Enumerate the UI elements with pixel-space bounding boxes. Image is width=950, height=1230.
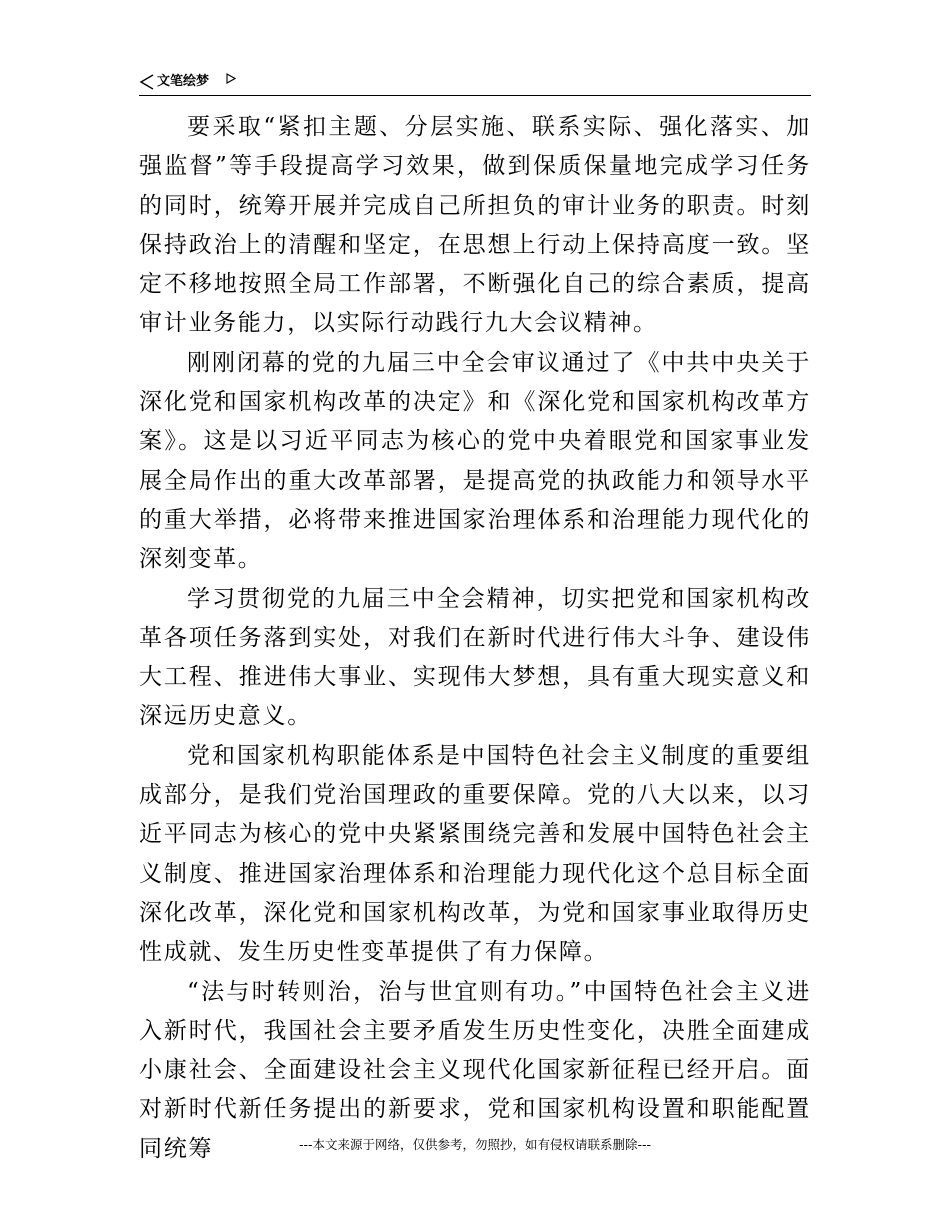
paragraph: 党和国家机构职能体系是中国特色社会主义制度的重要组成部分，是我们党治国理政的重要保障。党的八大以来，以习近平同志为核心的党中央紧紧围绕完善和发展中国特色社会主义制度、推进国家治理体系和治理能力现代化这个总目标全面深化改革，深化党和国家机构改革，为党和国家事业取得历史性成就、发生历史性变革提供了有力保障。 (139, 742, 811, 966)
document-body (139, 108, 811, 1169)
triangle-right-icon (226, 73, 236, 84)
paragraph: 要采取“紧扣主题、分层实施、联系实际、强化落实、加强监督”等手段提高学习效果，做到保质保量地完成学习任务的同时，统筹开展并完成自己所担负的审计业务的职责。时刻保持政治上的清醒和坚定，在思想上行动上保持高度一致。坚定不移地按照全局工作部署，不断强化自己的综合素质，提高审计业务能力，以实际行动践行九大会议精神。 (139, 114, 811, 337)
header-title: 文笔绘梦 (157, 74, 210, 89)
page-header (139, 70, 811, 96)
paragraph: “法与时转则治，治与世宜则有功。”中国特色社会主义进入新时代，我国社会主要矛盾发生历史性变化，决胜全面建成小康社会、全面建设社会主义现代化国家新征程已经开启。面对新时代新任务提出的新要求，党和国家机构设置和职能配置同统筹 (139, 978, 811, 1162)
footer-disclaimer: ---本文来源于网络，仅供参考，勿照抄，如有侵权请联系删除--- (298, 1137, 652, 1152)
paragraph: 刚刚闭幕的党的九届三中全会审议通过了《中共中央关于深化党和国家机构改革的决定》和《深化党和国家机构改革方案》。这是以习近平同志为核心的党中央着眼党和国家事业发展全局作出的重大改革部署，是提高党的执政能力和领导水平的重大举措，必将带来推进国家治理体系和治理能力现代化的深刻变革。 (139, 349, 811, 573)
triangle-left-icon (139, 74, 155, 90)
paragraph: 学习贯彻党的九届三中全会精神，切实把党和国家机构改革各项任务落到实处，对我们在新时代进行伟大斗争、建设伟大工程、推进伟大事业、实现伟大梦想，具有重大现实意义和深远历史意义。 (139, 585, 811, 730)
